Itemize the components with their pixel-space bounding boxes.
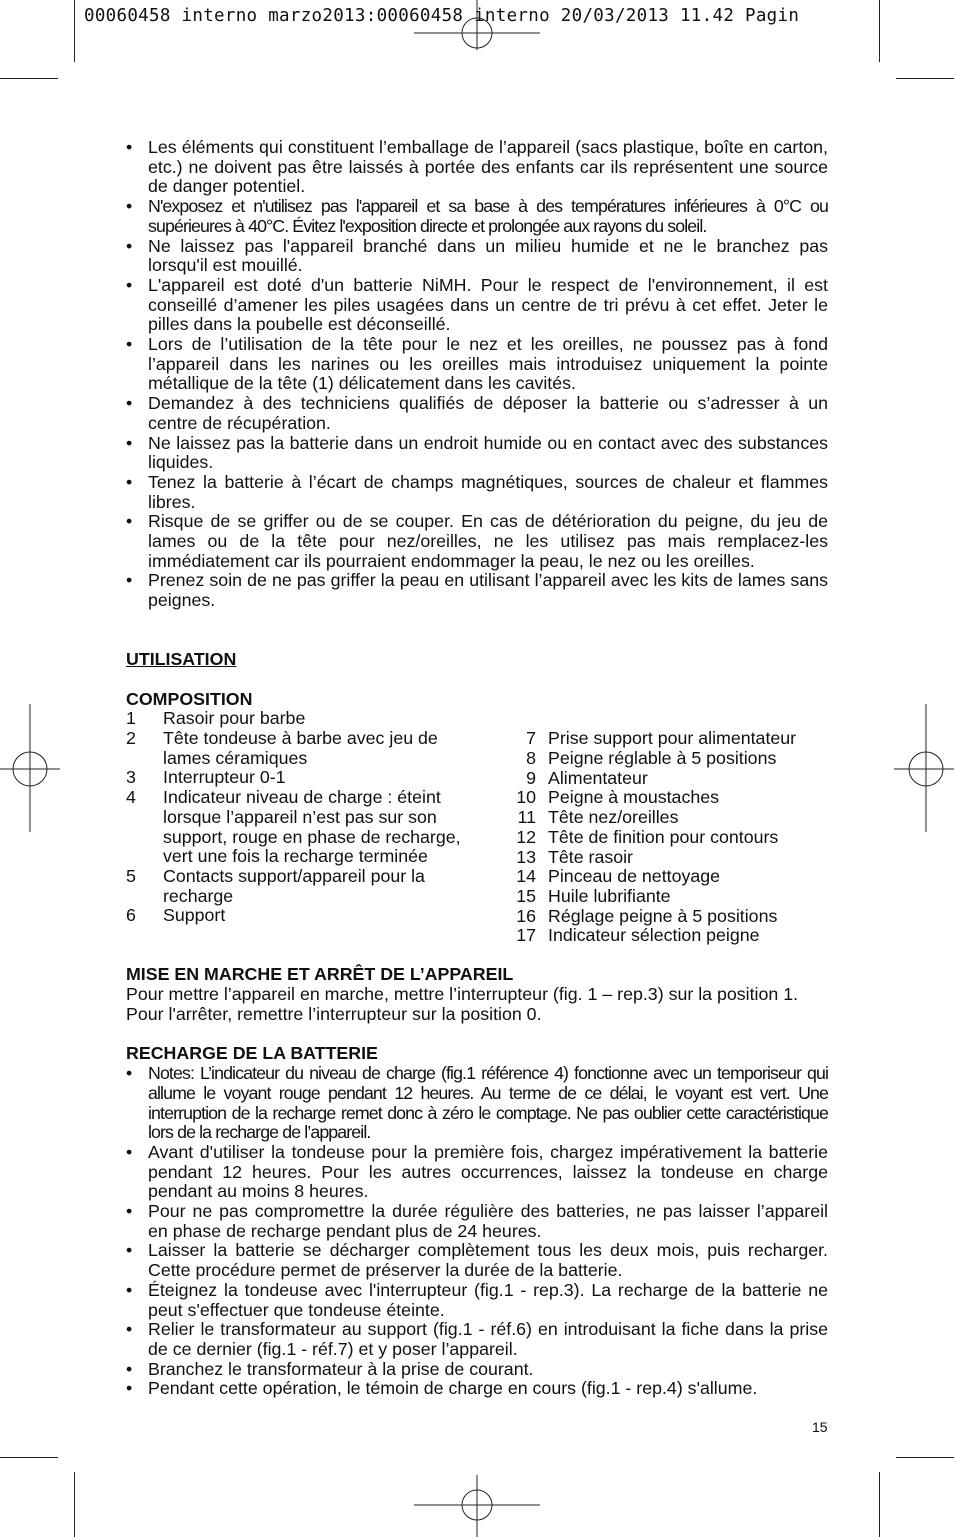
crop-mark-bottom-right-horizontal [896, 1457, 954, 1458]
list-item: 4 Indicateur niveau de charge : éteint lorsque l’appareil n’est pas sur son support, rouge en phase de recharge, vert une fois la recharge terminée [126, 787, 461, 867]
page-content [126, 138, 828, 1399]
list-item: 10 Peigne à moustaches [516, 787, 720, 808]
list-item: • Laisser la batterie se décharger complètement tous les deux mois, puis recharger. Cette procédure permet de préserver la durée de la batterie. [126, 1241, 828, 1280]
list-item: • Demandez à des techniciens qualifiés de déposer la batterie ou s’adresser à un centre de récupération. [126, 394, 828, 433]
list-item: • Relier le transformateur au support (fig.1 - réf.6) en introduisant la fiche dans la prise de ce dernier (fig.1 - réf.7) et y poser l’appareil. [126, 1320, 828, 1359]
list-item: • Éteignez la tondeuse avec l'interrupteur (fig.1 - rep.3). La recharge de la batterie ne peut s'effectuer que tondeuse éteinte. [126, 1281, 828, 1320]
list-item: • Risque de se griffer ou de se couper. En cas de détérioration du peigne, du jeu de lames ou de la tête pour nez/oreilles, ne les utilisez pas mais remplacez-les immédiatement car ils pourraient endommager la peau, le nez ou les oreilles. [126, 512, 828, 571]
recharge-heading: RECHARGE DE LA BATTERIE [126, 1043, 378, 1064]
list-item: 5 Contacts support/appareil pour la recharge [126, 865, 425, 906]
crop-mark-top-left-vertical [74, 0, 75, 62]
section-title: UTILISATION [126, 648, 237, 669]
registration-mark-right-icon [894, 704, 954, 832]
registration-mark-bottom-icon [414, 1475, 540, 1537]
print-slug-line: 00060458 interno marzo2013:00060458 interno 20/03/2013 11.42 Pagin [84, 6, 800, 26]
list-item: 9 Alimentateur [526, 767, 648, 788]
list-item: • Tenez la batterie à l’écart de champs magnétiques, sources de chaleur et flammes libres. [126, 473, 828, 512]
list-item: • N'exposez et n'utilisez pas l'appareil et sa base à des températures inférieures à 0°C ou supérieures à 40°C. Évitez l'exposition directe et prolongée aux rayons du soleil. [126, 197, 828, 236]
list-item: • Ne laissez pas l'appareil branché dans un milieu humide et ne le branchez pas lorsqu'il est mouillé. [126, 237, 828, 276]
list-item: • Avant d'utiliser la tondeuse pour la première fois, chargez impérativement la batterie pendant 12 heures. Pour les autres occurrences, laissez la tondeuse en charge pendant au moins 8 heures. [126, 1143, 828, 1202]
list-item: 3 Interrupteur 0-1 [126, 767, 286, 788]
list-item: 6 Support [126, 905, 226, 926]
crop-mark-top-left-horizontal [0, 78, 58, 79]
list-item: 14 Pinceau de nettoyage [516, 866, 721, 887]
list-item: 1 Rasoir pour barbe [126, 708, 306, 729]
list-item: • Ne laissez pas la batterie dans un endroit humide ou en contact avec des substances liquides. [126, 434, 828, 473]
composition-left-column [126, 709, 466, 926]
list-item: • Pour ne pas compromettre la durée régulière des batteries, ne pas laisser l’appareil en phase de recharge pendant plus de 24 heures. [126, 1202, 828, 1241]
crop-mark-bottom-left-horizontal [0, 1457, 58, 1458]
list-item: 16 Réglage peigne à 5 positions [516, 905, 778, 926]
on-off-paragraph: Pour mettre l’appareil en marche, mettre l’interrupteur (fig. 1 – rep.3) sur la position 1. Pour l'arrêter, remettre l’interrupteur sur la position 0. [126, 983, 799, 1024]
list-item: • Prenez soin de ne pas griffer la peau en utilisant l’appareil avec les kits de lames sans peignes. [126, 571, 828, 610]
on-off-heading: MISE EN MARCHE ET ARRÊT DE L’APPAREIL [126, 964, 514, 985]
composition-right-column [512, 729, 852, 946]
crop-mark-top-right-horizontal [896, 78, 954, 79]
safety-list [126, 138, 828, 611]
list-item: 2 Tête tondeuse à barbe avec jeu de lames céramiques [126, 727, 438, 768]
recharge-list [126, 1064, 828, 1399]
list-item: • Pendant cette opération, le témoin de charge en cours (fig.1 - rep.4) s'allume. [126, 1379, 828, 1399]
composition-list [126, 709, 828, 945]
list-item: 7 Prise support pour alimentateur [526, 728, 797, 749]
list-item: 12 Tête de finition pour contours [516, 826, 779, 847]
page-number: 15 [812, 1419, 828, 1435]
list-item: 8 Peigne réglable à 5 positions [526, 747, 777, 768]
list-item: • Notes: L’indicateur du niveau de charge (fig.1 référence 4) fonctionne avec un temporiseur qui allume le voyant rouge pendant 12 heures. Au terme de ce délai, le voyant est vert. Une interruption de la recharge remet donc à zéro le comptage. Ne pas oublier cette caractéristique lors de la recharge de l’appareil. [126, 1064, 828, 1143]
list-item: 11 Tête nez/oreilles [517, 807, 679, 828]
crop-mark-bottom-right-vertical [879, 1472, 880, 1537]
registration-mark-left-icon [0, 704, 60, 832]
list-item: • Lors de l’utilisation de la tête pour le nez et les oreilles, ne poussez pas à fond l’appareil dans les narines ou les oreilles mais introduisez uniquement la pointe métallique de la tête (1) délicatement dans les cavités. [126, 335, 828, 394]
list-item: • Les éléments qui constituent l’emballage de l’appareil (sacs plastique, boîte en carton, etc.) ne doivent pas être laissés à portée des enfants car ils représentent une source de danger potentiel. [126, 138, 828, 197]
crop-mark-top-right-vertical [879, 0, 880, 62]
list-item: • L'appareil est doté d'un batterie NiMH. Pour le respect de l'environnement, il est conseillé d’amener les piles usagées dans un centre de tri prévu à cet effet. Jeter le pilles dans la poubelle est déconseillé. [126, 276, 828, 335]
list-item: 15 Huile lubrifiante [516, 885, 671, 906]
list-item: • Branchez le transformateur à la prise de courant. [126, 1360, 828, 1380]
composition-heading: COMPOSITION [126, 688, 253, 709]
list-item: 17 Indicateur sélection peigne [516, 925, 760, 946]
list-item: 13 Tête rasoir [516, 846, 633, 867]
registration-mark-top-icon [414, 0, 540, 50]
crop-mark-bottom-left-vertical [74, 1472, 75, 1537]
